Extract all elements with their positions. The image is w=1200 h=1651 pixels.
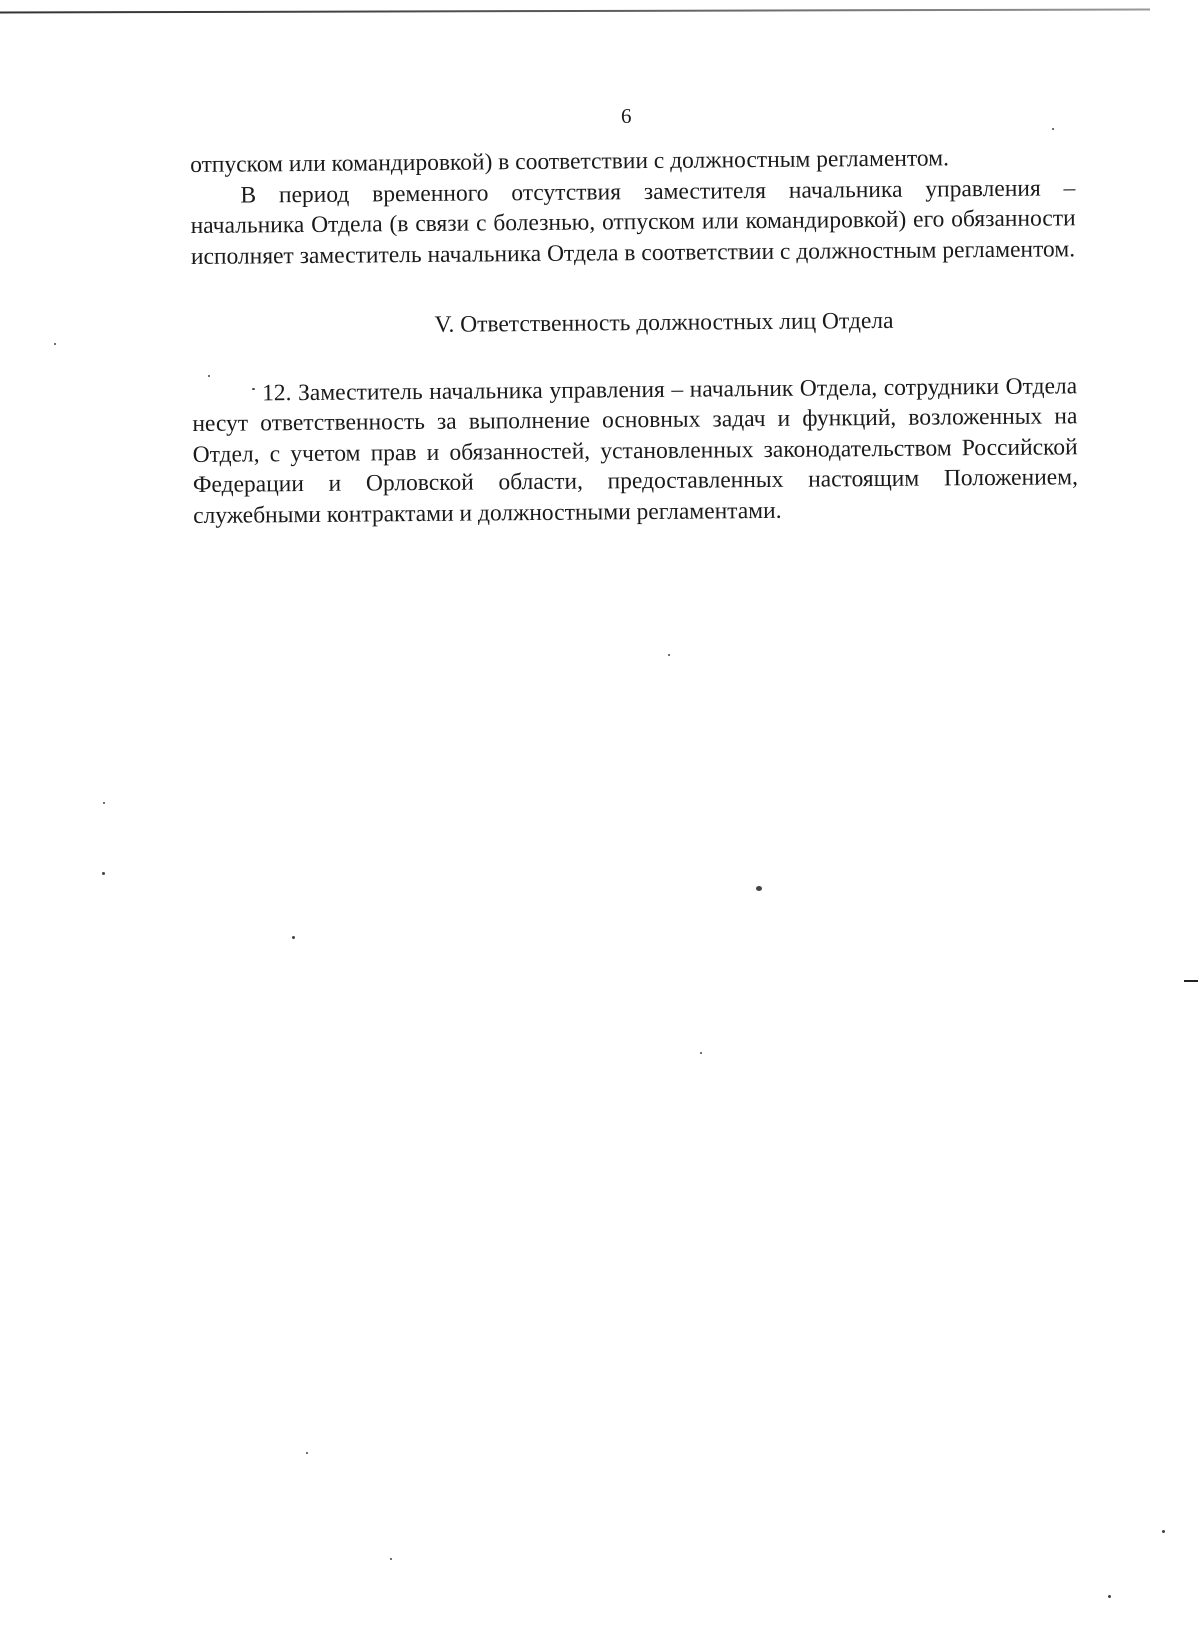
scan-top-border bbox=[0, 8, 1150, 13]
scan-margin-mark bbox=[1184, 980, 1198, 982]
paragraph-continuation: отпуском или командировкой) в соответствии с должностным регламентом. bbox=[190, 145, 950, 178]
paragraph-responsibility: 12. Заместитель начальника управления – начальник Отдела, сотрудники Отдела несут ответственность за выполнение основных задач и функций, возложенных на Отдел, с учетом прав и обязанностей, установленных законодательством Российской Федерации и Орловской области, предоставленных настоящим Положением, служебными контрактами и должностными регламентами. bbox=[192, 372, 1079, 529]
document-body bbox=[190, 142, 1078, 531]
paragraph-temporary-absence: В период временного отсутствия заместителя начальника управления – начальника Отдела (в связи с болезнью, отпуском или командировкой) его обязанности исполняет заместитель начальника Отдела в соответствии с должностным регламентом. bbox=[190, 174, 1076, 270]
page-number: 6 bbox=[621, 104, 632, 128]
section-heading: V. Ответственность должностных лиц Отдела bbox=[434, 307, 894, 338]
